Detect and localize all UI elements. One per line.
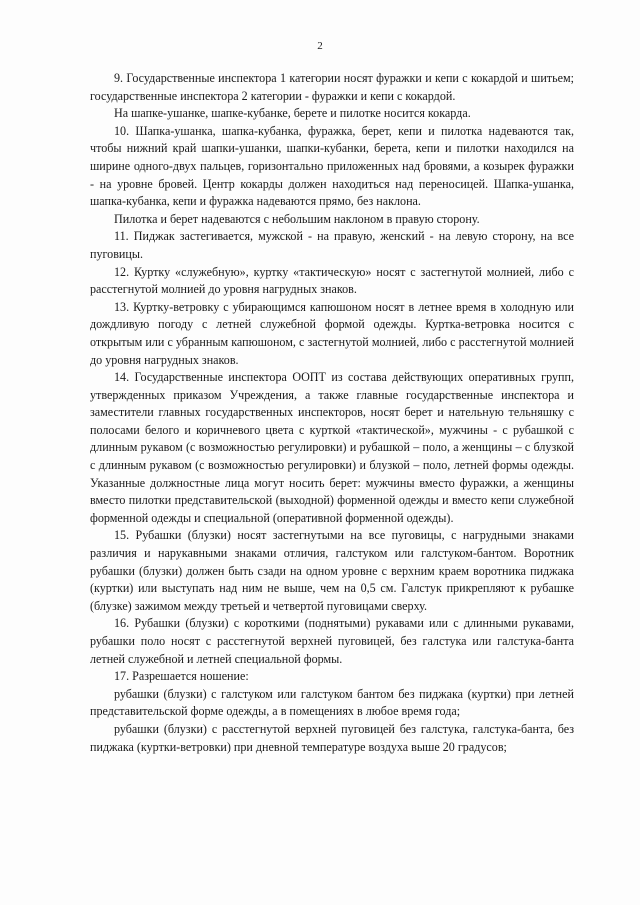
paragraph-16: 16. Рубашки (блузки) с короткими (поднятыми) рукавами или с длинными рукавами, рубашки поло носят с расстегнутой верхней пуговицей, без галстука или галстука-банта летней служебной и летней специальной формы. [90, 616, 574, 666]
paragraph-17: 17. Разрешается ношение: [114, 669, 249, 684]
paragraph-17-item-2: рубашки (блузки) с расстегнутой верхней пуговицей без галстука, галстука-банта, без пиджака (куртки-ветровки) при дневной температуре воздуха выше 20 градусов; [90, 721, 574, 754]
paragraph-17-item-1: рубашки (блузки) с галстуком или галстуком бантом без пиджака (куртки) при летней представительской форме одежды, а в помещениях в любое время года; [90, 686, 574, 719]
paragraph-15: 15. Рубашки (блузки) носят застегнутыми на все пуговицы, с нагрудными знаками различия и нарукавными знаками отличия, галстуком или галстуком-бантом. Воротник рубашки (блузки) должен быть сзади на одном уровне с верхним краем воротника пиджака (куртки) или выступать над ним не выше, чем на 0,5 см. Галстук прикрепляют к рубашке (блузке) зажимом между третьей и четвертой пуговицами сверху. [90, 528, 574, 613]
page-number: 2 [317, 40, 323, 52]
paragraph-tilt: Пилотка и берет надеваются с небольшим наклоном в правую сторону. [114, 211, 480, 226]
document-body [90, 70, 574, 756]
paragraph-9: 9. Государственные инспектора 1 категории носят фуражки и кепи с кокардой и шитьем; государственные инспектора 2 категории - фуражки и кепи с кокардой. [90, 71, 574, 103]
paragraph-cockade: На шапке-ушанке, шапке-кубанке, берете и пилотке носится кокарда. [114, 106, 471, 121]
paragraph-10: 10. Шапка-ушанка, шапка-кубанка, фуражка, берет, кепи и пилотка надеваются так, чтобы нижний край шапки-ушанки, шапки-кубанки, берета, кепи и пилотки находился на ширине одного-двух пальцев, горизонтально приложенных над бровями, а козырек фуражки - на уровне бровей. Центр кокарды должен находиться над переносицей. Шапка-ушанка, шапка-кубанка, кепи и фуражка надеваются прямо, без наклона. [90, 123, 574, 209]
paragraph-14: 14. Государственные инспектора ООПТ из состава действующих оперативных групп, утвержденных приказом Учреждения, а также главные государственные инспектора и заместители главных государственных инспекторов, носят берет и нательную тельняшку с полосами белого и коричневого цвета с курткой «тактической», мужчины - с рубашкой с длинным рукавом (с возможностью регулировки) и рубашкой – поло, а женщины – с блузкой с длинным рукавом (с возможностью регулировки) и блузкой – поло, летней формы одежды. Указанные должностные лица могут носить берет: мужчины вместо фуражки, а женщины вместо пилотки представительской (выходной) форменной одежды и вместо кепи служебной форменной одежды и специальной (оперативной форменной одежды). [90, 370, 574, 525]
paragraph-12: 12. Куртку «служебную», куртку «тактическую» носят с застегнутой молнией, либо с расстегнутой молнией до уровня нагрудных знаков. [90, 264, 574, 297]
paragraph-13: 13. Куртку-ветровку с убирающимся капюшоном носят в летнее время в холодную или дождливую погоду с летней служебной формой одежды. Куртка-ветровка носится с открытым или с убранным капюшоном, с застегнутой молнией, либо с расстегнутой молнией до уровня нагрудных знаков. [90, 299, 574, 367]
paragraph-11: 11. Пиджак застегивается, мужской - на правую, женский - на левую сторону, на все пуговицы. [90, 229, 574, 261]
